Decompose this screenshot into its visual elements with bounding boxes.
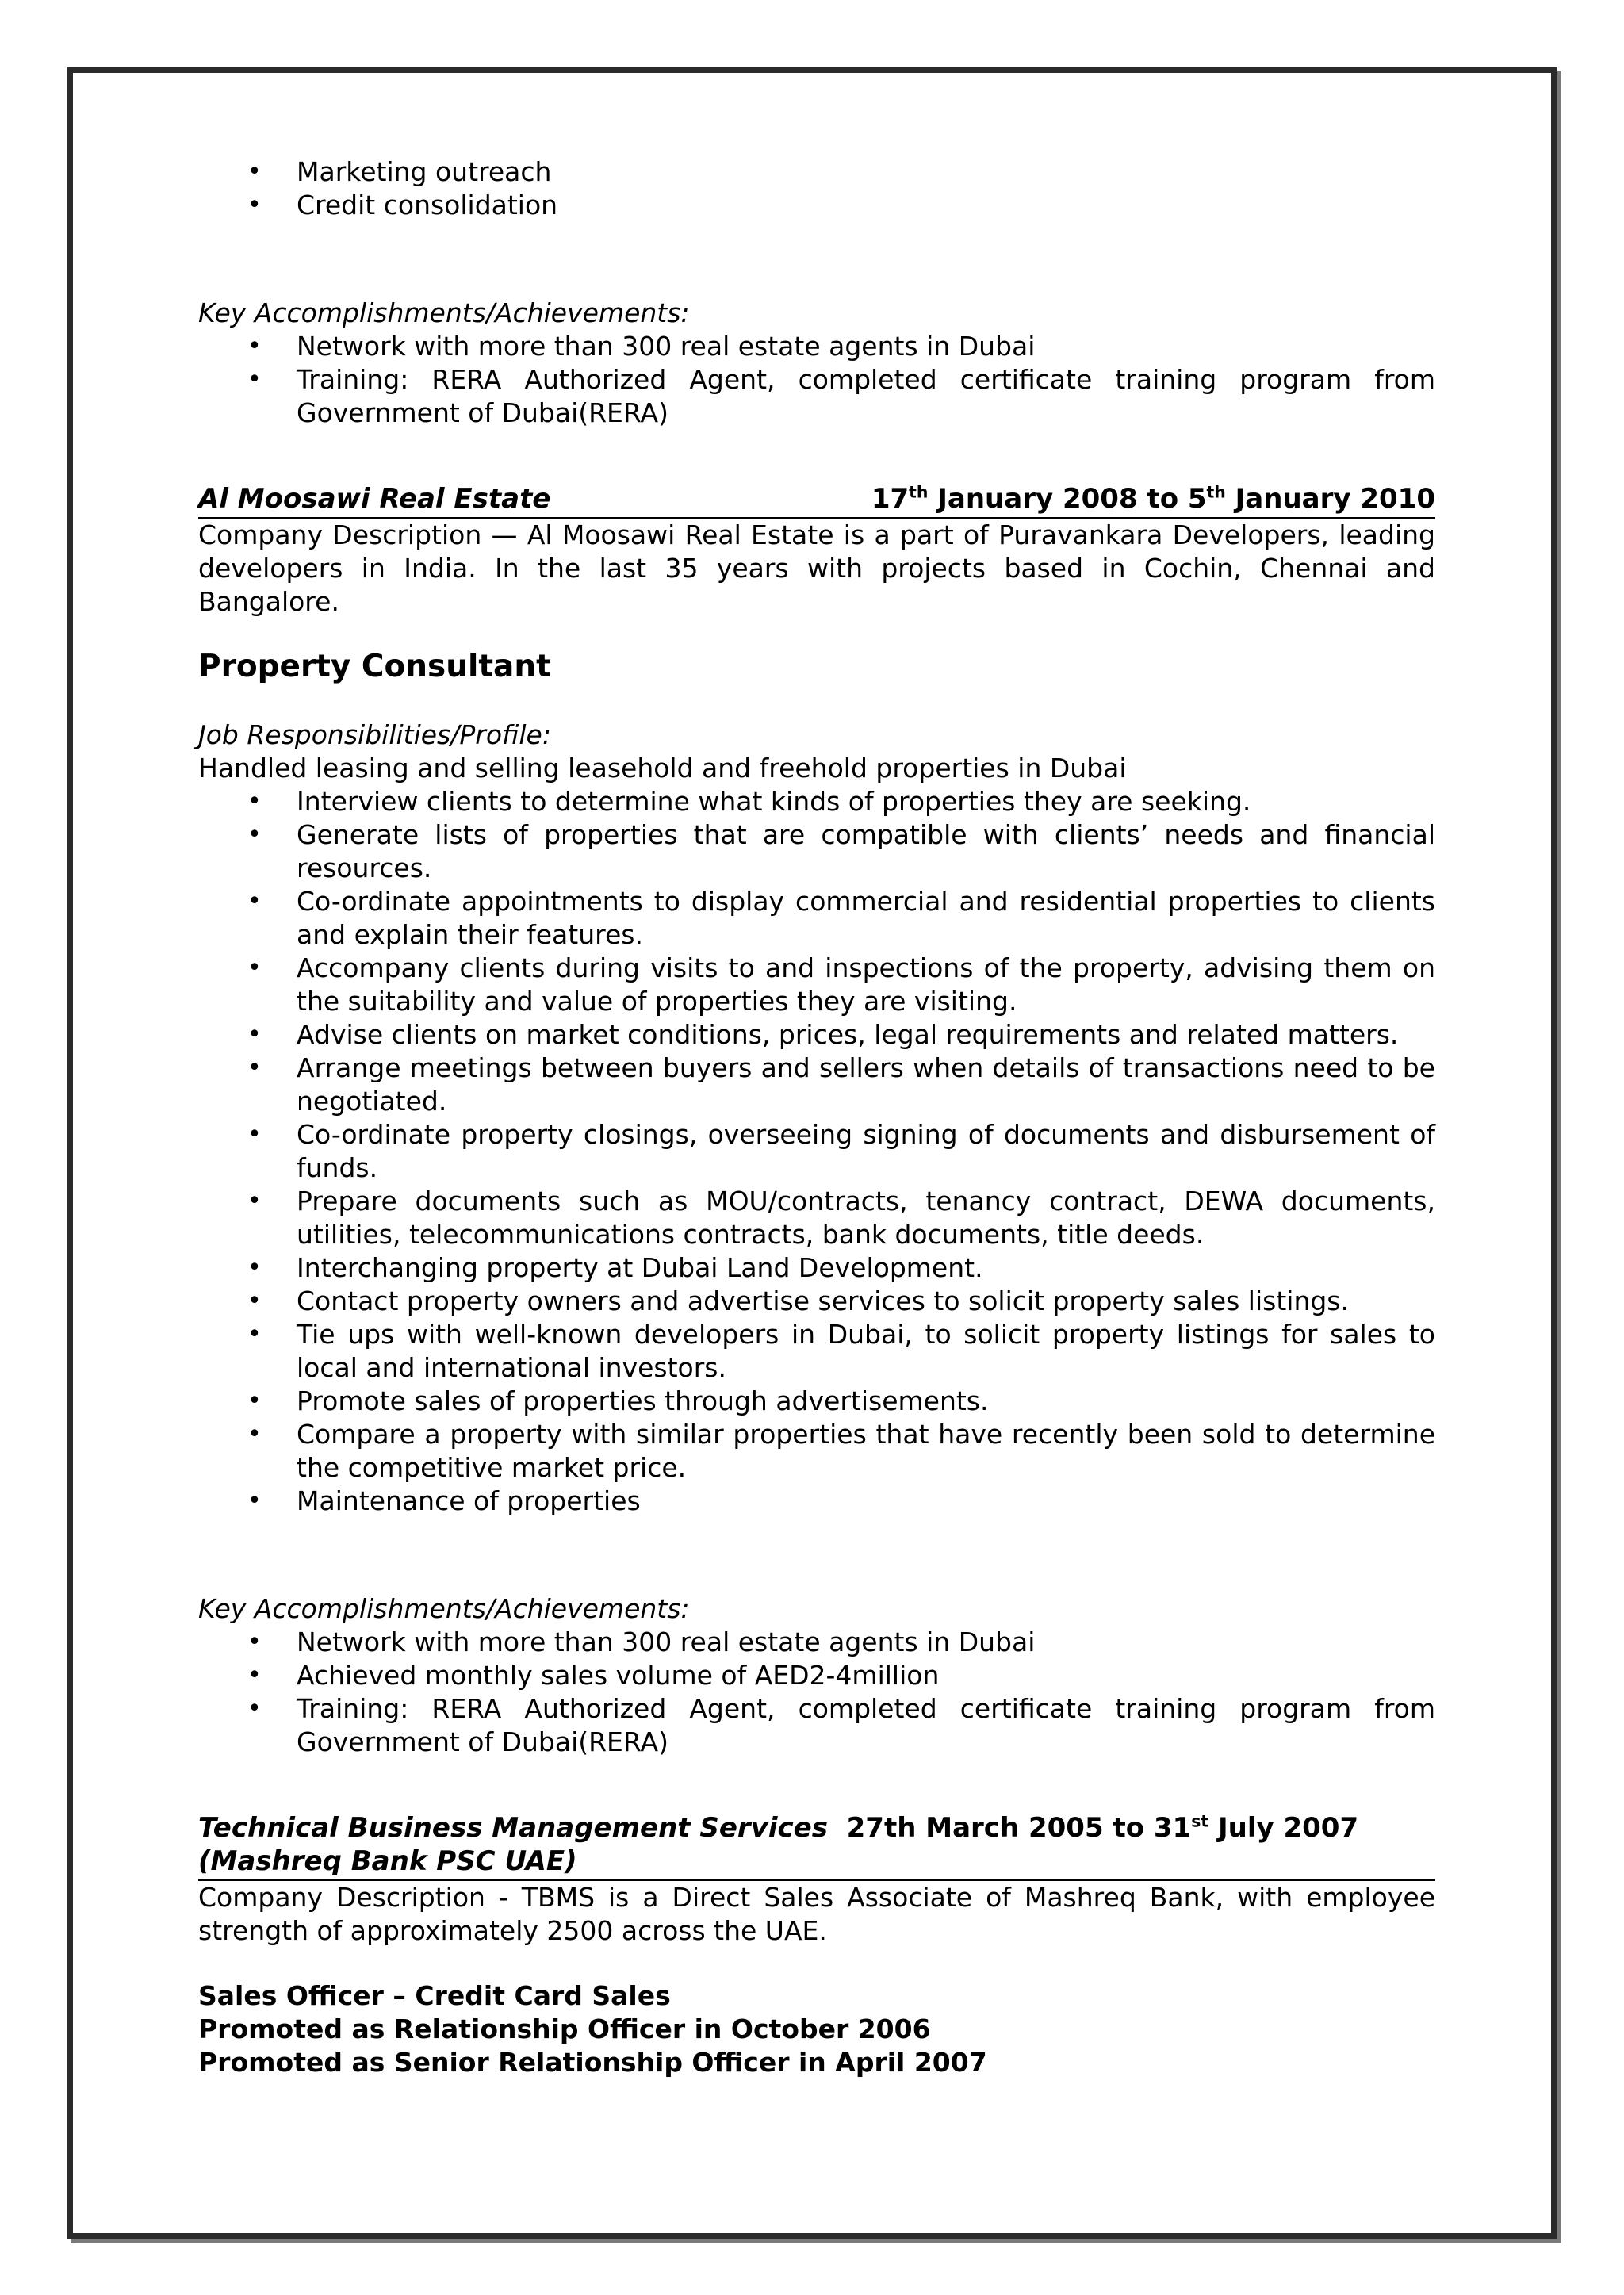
list-item: • Training: RERA Authorized Agent, completed certificate training program from Government of Dubai(RERA) xyxy=(198,1692,1435,1759)
list-item: • Credit consolidation xyxy=(198,189,1435,222)
role-title: Promoted as Senior Relationship Officer in April 2007 xyxy=(198,2047,987,2078)
list-item: • Contact property owners and advertise services to solicit property sales listings. xyxy=(198,1285,1435,1318)
list-item: • Co-ordinate appointments to display commercial and residential properties to clients and explain their features. xyxy=(198,885,1435,952)
job-dates-start: 27th March 2005 to 31 xyxy=(846,1812,1192,1844)
achievements-list xyxy=(198,1626,1435,1759)
list-item: • Tie ups with well-known developers in Dubai, to solicit property listings for sales to local and international investors. xyxy=(198,1318,1435,1385)
company-description: Company Description - TBMS is a Direct Sales Associate of Mashreq Bank, with employee strength of approximately 2500 across the UAE. xyxy=(198,1882,1435,1946)
list-item: • Promote sales of properties through advertisements. xyxy=(198,1385,1435,1418)
resume-content xyxy=(198,155,1435,2079)
list-item: • Compare a property with similar properties that have recently been sold to determine the competitive market price. xyxy=(198,1418,1435,1485)
end-day-suffix: st xyxy=(1191,1811,1209,1831)
start-day: 17 xyxy=(871,483,910,515)
list-item: • Generate lists of properties that are compatible with clients’ needs and financial resources. xyxy=(198,818,1435,885)
list-item: • Prepare documents such as MOU/contracts, tenancy contract, DEWA documents, utilities, telecommunications contracts, bank documents, title deeds. xyxy=(198,1185,1435,1251)
role-title: Sales Officer – Credit Card Sales xyxy=(198,1980,671,2011)
list-item: • Network with more than 300 real estate agents in Dubai xyxy=(198,330,1435,363)
list-item: • Interview clients to determine what kinds of properties they are seeking. xyxy=(198,785,1435,818)
skills-list xyxy=(198,155,1435,222)
job-dates xyxy=(871,482,1435,515)
achievements-list xyxy=(198,330,1435,430)
job-title: Property Consultant xyxy=(198,649,551,684)
list-item: • Achieved monthly sales volume of AED2-4million xyxy=(198,1659,1435,1692)
list-item: • Interchanging property at Dubai Land Development. xyxy=(198,1251,1435,1285)
list-item: • Marketing outreach xyxy=(198,155,1435,189)
achievements-heading: Key Accomplishments/Achievements: xyxy=(198,1593,690,1624)
role-titles xyxy=(198,1979,1435,2079)
end-day-suffix: th xyxy=(1206,482,1226,502)
job-header-al-moosawi xyxy=(198,482,1435,519)
list-item: • Co-ordinate property closings, overseeing signing of documents and disbursement of funds. xyxy=(198,1118,1435,1185)
company-name: Technical Business Management Services xyxy=(198,1812,828,1844)
job-header-tbms xyxy=(198,1811,1435,1881)
date-range-middle: January 2008 to 5 xyxy=(928,483,1207,515)
responsibilities-list xyxy=(198,785,1435,1518)
list-item: • Network with more than 300 real estate agents in Dubai xyxy=(198,1626,1435,1659)
list-item: • Advise clients on market conditions, prices, legal requirements and related matters. xyxy=(198,1018,1435,1052)
company-description: Company Description — Al Moosawi Real Estate is a part of Puravankara Developers, leading developers in India. In the last 35 years with projects based in Cochin, Chennai and Bangalore. xyxy=(198,519,1435,617)
list-item: • Arrange meetings between buyers and sellers when details of transactions need to be negotiated. xyxy=(198,1052,1435,1118)
list-item: • Training: RERA Authorized Agent, completed certificate training program from Government of Dubai(RERA) xyxy=(198,363,1435,430)
responsibilities-heading: Job Responsibilities/Profile: xyxy=(198,719,551,750)
job-header-line xyxy=(198,1811,1435,1845)
start-day-suffix: th xyxy=(909,482,929,502)
achievements-heading: Key Accomplishments/Achievements: xyxy=(198,297,690,328)
list-item: • Accompany clients during visits to and inspections of the property, advising them on the suitability and value of properties they are visiting. xyxy=(198,952,1435,1018)
role-title: Promoted as Relationship Officer in October 2006 xyxy=(198,2013,931,2044)
job-dates-end: July 2007 xyxy=(1208,1812,1359,1844)
company-name: Al Moosawi Real Estate xyxy=(198,483,551,515)
job-header-line xyxy=(198,482,1435,515)
list-item: • Maintenance of properties xyxy=(198,1485,1435,1518)
date-range-end: January 2010 xyxy=(1225,483,1435,515)
responsibilities-intro: Handled leasing and selling leasehold and freehold properties in Dubai xyxy=(198,753,1127,784)
bank-name: (Mashreq Bank PSC UAE) xyxy=(198,1845,577,1877)
